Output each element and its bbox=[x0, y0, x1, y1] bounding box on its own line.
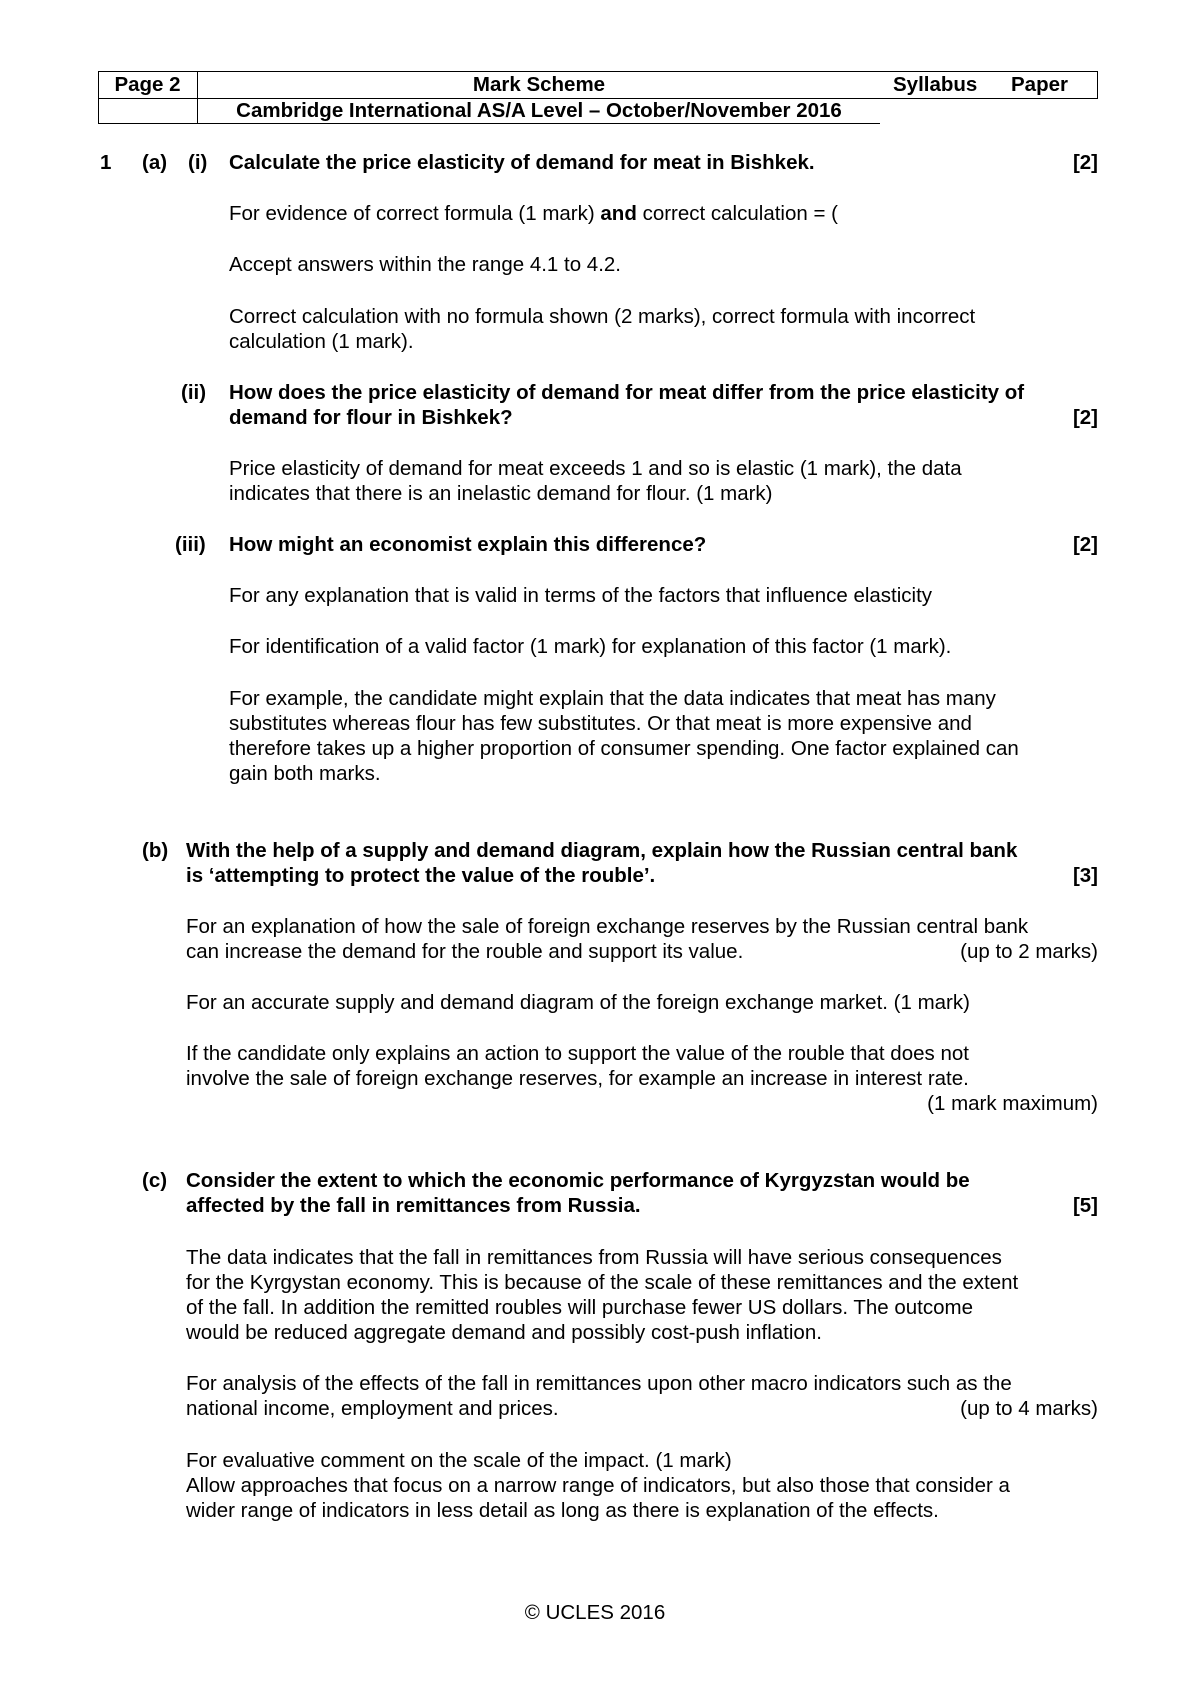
footer-copyright: © UCLES 2016 bbox=[524, 1601, 666, 1624]
part-a-iii-example-line3: therefore takes up a higher proportion of consumer spending. One factor explained can bbox=[229, 737, 1019, 760]
part-a-iii-question: How might an economist explain this difference? bbox=[229, 533, 707, 556]
part-b-diagram: For an accurate supply and demand diagram of the foreign exchange market. (1 mark) bbox=[186, 991, 970, 1014]
part-c-analysis-marks: (up to 4 marks) bbox=[960, 1397, 1098, 1420]
part-b-marks: [3] bbox=[1072, 864, 1098, 887]
part-a-i-correct-line2: calculation (1 mark). bbox=[229, 330, 414, 353]
part-a-iii-marks: [2] bbox=[1072, 533, 1098, 556]
part-a-iii-label: (iii) bbox=[175, 533, 206, 556]
part-c-data-line4: would be reduced aggregate demand and possibly cost-push inflation. bbox=[186, 1321, 822, 1344]
header-bottom-border bbox=[98, 123, 880, 124]
part-c-analysis-line2: national income, employment and prices. bbox=[186, 1397, 559, 1420]
part-a-i-label: (i) bbox=[188, 151, 208, 174]
part-a-i-marks: [2] bbox=[1072, 151, 1098, 174]
part-c-allow-line1: Allow approaches that focus on a narrow range of indicators, but also those that consider a bbox=[186, 1474, 1010, 1497]
question-number: 1 bbox=[100, 151, 112, 174]
header-mark-scheme: Mark Scheme bbox=[472, 73, 606, 96]
part-b-only-marks: (1 mark maximum) bbox=[927, 1092, 1098, 1115]
part-b-question-line1: With the help of a supply and demand diagram, explain how the Russian central bank bbox=[186, 839, 1018, 862]
part-a-i-evidence: For evidence of correct formula (1 mark) and correct calculation = ( bbox=[229, 202, 838, 225]
part-c-analysis-line1: For analysis of the effects of the fall in remittances upon other macro indicators such as the bbox=[186, 1372, 1012, 1395]
part-a-ii-label: (ii) bbox=[181, 381, 207, 404]
part-b-expl-line1: For an explanation of how the sale of foreign exchange reserves by the Russian central bank bbox=[186, 915, 1029, 938]
part-c-data-line3: of the fall. In addition the remitted roubles will purchase fewer US dollars. The outcome bbox=[186, 1296, 973, 1319]
part-a-label: (a) bbox=[142, 151, 168, 174]
header-paper: Paper bbox=[1011, 73, 1068, 96]
part-a-ii-question-line2: demand for flour in Bishkek? bbox=[229, 406, 513, 429]
part-c-data-line2: for the Kyrgystan economy. This is because of the scale of these remittances and the extent bbox=[186, 1271, 1019, 1294]
part-b-label: (b) bbox=[142, 839, 169, 862]
part-a-ii-answer-line1: Price elasticity of demand for meat exceeds 1 and so is elastic (1 mark), the data bbox=[229, 457, 962, 480]
part-a-iii-example-line1: For example, the candidate might explain that the data indicates that meat has many bbox=[229, 687, 996, 710]
header-page: Page 2 bbox=[114, 73, 181, 96]
part-a-ii-marks: [2] bbox=[1072, 406, 1098, 429]
header-page-cell-bottom bbox=[98, 123, 198, 124]
header-syllabus: Syllabus bbox=[893, 73, 978, 96]
part-b-expl-marks: (up to 2 marks) bbox=[960, 940, 1098, 963]
header-qualification: Cambridge International AS/A Level – October/November 2016 bbox=[236, 99, 842, 122]
part-a-ii-question-line1: How does the price elasticity of demand for meat differ from the price elasticity of bbox=[229, 381, 1025, 404]
header-left-border bbox=[98, 97, 99, 124]
part-a-ii-answer-line2: indicates that there is an inelastic demand for flour. (1 mark) bbox=[229, 482, 773, 505]
part-c-question-line1: Consider the extent to which the economic performance of Kyrgyzstan would be bbox=[186, 1169, 970, 1192]
part-a-iii-any: For any explanation that is valid in terms of the factors that influence elasticity bbox=[229, 584, 933, 607]
part-a-i-correct-line1: Correct calculation with no formula shown (2 marks), correct formula with incorrect bbox=[229, 305, 976, 328]
part-a-iii-identification: For identification of a valid factor (1 mark) for explanation of this factor (1 mark). bbox=[229, 635, 952, 658]
part-b-only-line1: If the candidate only explains an action to support the value of the rouble that does not bbox=[186, 1042, 969, 1065]
part-a-iii-example-line2: substitutes whereas flour has few substitutes. Or that meat is more expensive and bbox=[229, 712, 972, 735]
part-a-i-accept: Accept answers within the range 4.1 to 4.2. bbox=[229, 253, 622, 276]
part-c-marks: [5] bbox=[1072, 1194, 1098, 1217]
part-b-expl-line2: can increase the demand for the rouble and support its value. bbox=[186, 940, 744, 963]
part-c-eval: For evaluative comment on the scale of the impact. (1 mark) bbox=[186, 1449, 732, 1472]
part-c-data-line1: The data indicates that the fall in remittances from Russia will have serious consequences bbox=[186, 1246, 1002, 1269]
part-a-iii-example-line4: gain both marks. bbox=[229, 762, 381, 785]
part-c-allow-line2: wider range of indicators in less detail as long as there is explanation of the effects. bbox=[186, 1499, 939, 1522]
part-c-question-line2: affected by the fall in remittances from Russia. bbox=[186, 1194, 641, 1217]
part-b-question-line2: is ‘attempting to protect the value of the rouble’. bbox=[186, 864, 656, 887]
part-b-only-line2: involve the sale of foreign exchange reserves, for example an increase in interest rate. bbox=[186, 1067, 969, 1090]
part-a-i-question: Calculate the price elasticity of demand for meat in Bishkek. bbox=[229, 151, 815, 174]
part-c-label: (c) bbox=[142, 1169, 168, 1192]
